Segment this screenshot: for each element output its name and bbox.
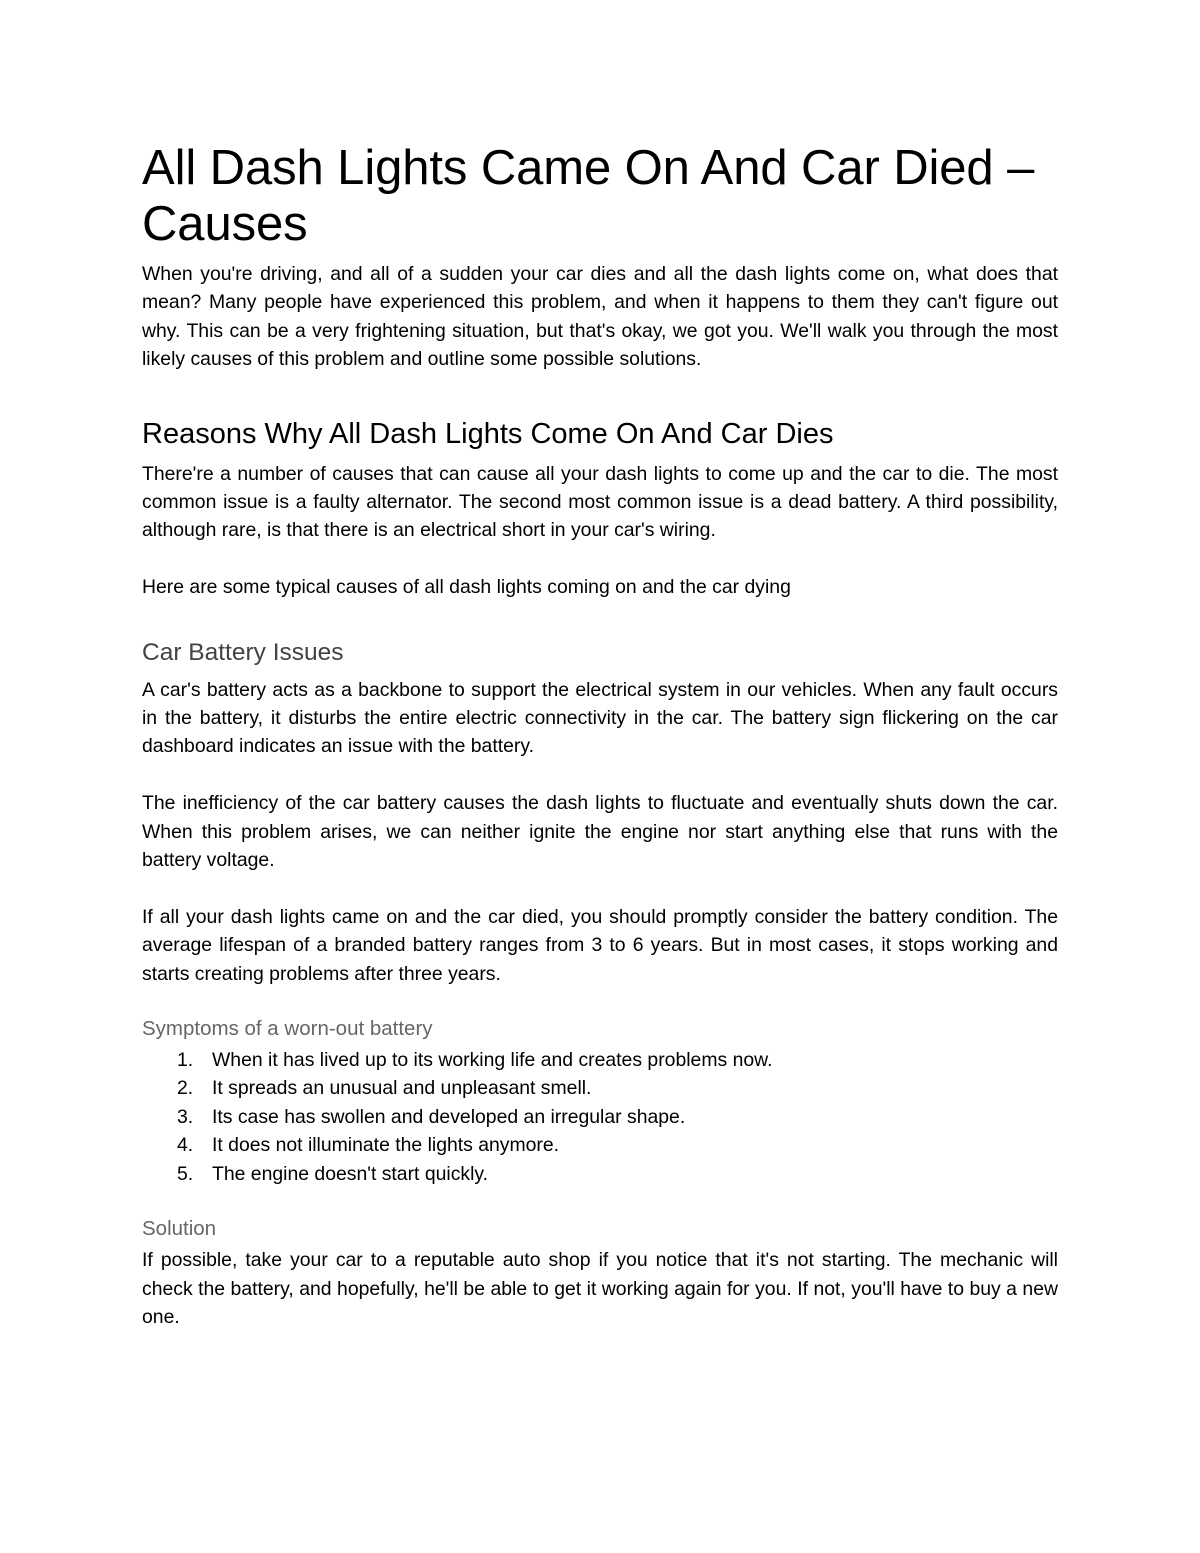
list-item (142, 1131, 1058, 1159)
list-number: 2. (177, 1077, 194, 1100)
reasons-lead-paragraph: Here are some typical causes of all dash lights coming on and the car dying (142, 576, 791, 599)
list-item-text: When it has lived up to its working life and creates problems now. (212, 1049, 773, 1072)
list-item-text: Its case has swollen and developed an irregular shape. (212, 1105, 686, 1128)
battery-heading: Car Battery Issues (142, 638, 344, 666)
battery-paragraph-2: The inefficiency of the car battery causes the dash lights to fluctuate and eventually shuts down the car. When this problem arises, we can neither ignite the engine nor start anything else that runs with the battery voltage. (142, 792, 1058, 872)
list-item-text: It spreads an unusual and unpleasant smell. (212, 1077, 592, 1100)
list-number: 3. (177, 1105, 194, 1128)
list-number: 4. (177, 1134, 194, 1157)
list-item-text: It does not illuminate the lights anymore. (212, 1134, 560, 1157)
reasons-paragraph: There're a number of causes that can cause all your dash lights to come up and the car to die. The most common issue is a faulty alternator. The second most common issue is a dead battery. A third possibility, although rare, is that there is an electrical short in your car's wiring. (142, 462, 1058, 542)
list-item-text: The engine doesn't start quickly. (212, 1162, 489, 1185)
battery-paragraph-3: If all your dash lights came on and the car died, you should promptly consider the battery condition. The average lifespan of a branded battery ranges from 3 to 6 years. But in most cases, it stops working and starts creating problems after three years. (142, 905, 1058, 985)
page-title: All Dash Lights Came On And Car Died – Causes (142, 141, 1035, 251)
symptoms-heading: Symptoms of a worn-out battery (142, 1017, 433, 1041)
solution-paragraph: If possible, take your car to a reputable auto shop if you notice that it's not starting. The mechanic will check the battery, and hopefully, he'll be able to get it working again for you. If not, you'll have to buy a new one. (142, 1249, 1058, 1328)
document-page (142, 140, 1058, 1331)
list-item (142, 1074, 1058, 1102)
list-item (142, 1046, 1058, 1074)
symptoms-list (142, 1046, 1058, 1188)
list-item (142, 1103, 1058, 1131)
list-number: 5. (177, 1162, 194, 1185)
solution-heading: Solution (142, 1217, 217, 1241)
list-number: 1. (177, 1049, 194, 1072)
reasons-heading: Reasons Why All Dash Lights Come On And Car Dies (142, 417, 834, 450)
list-item (142, 1160, 1058, 1188)
intro-paragraph: When you're driving, and all of a sudden your car dies and all the dash lights come on, what does that mean? Many people have experienced this problem, and when it happens to them they can't figure out why. This can be a very frightening situation, but that's okay, we got you. We'll walk you through the most likely causes of this problem and outline some possible solutions. (142, 263, 1058, 371)
battery-paragraph-1: A car's battery acts as a backbone to support the electrical system in our vehicles. When any fault occurs in the battery, it disturbs the entire electric connectivity in the car. The battery sign flickering on the car dashboard indicates an issue with the battery. (142, 678, 1058, 758)
